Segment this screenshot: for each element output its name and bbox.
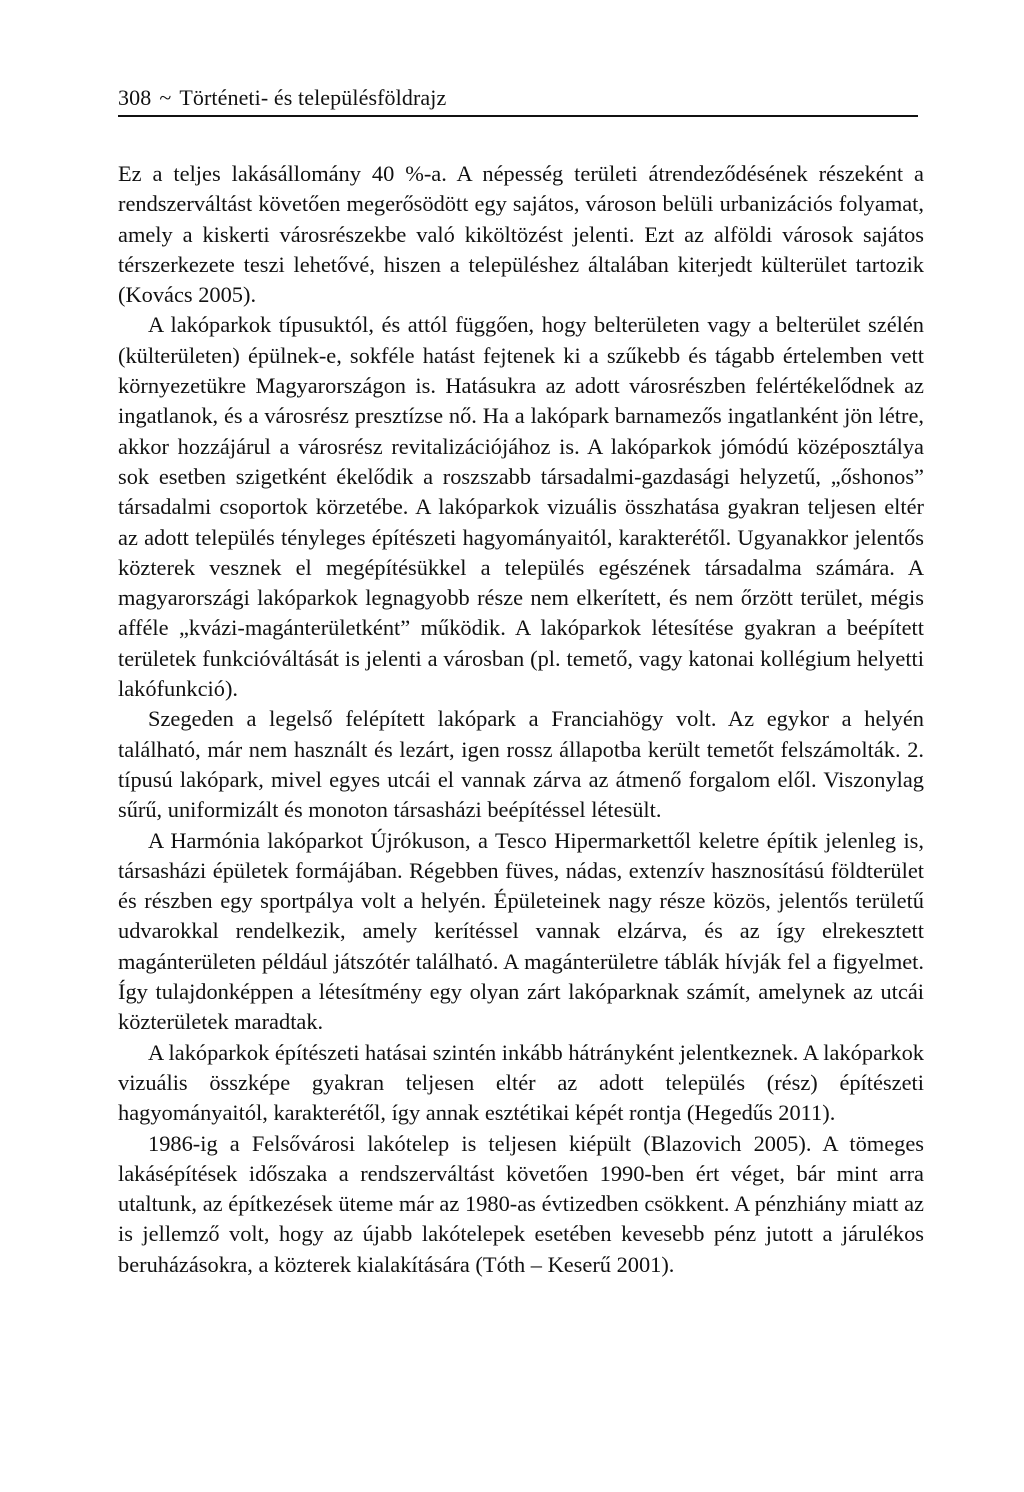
running-head-title: Történeti- és településföldrajz (179, 85, 447, 110)
paragraph-1: Ez a teljes lakásállomány 40 %-a. A népesség területi átrendeződésének részeként a rendszerváltást követően megerősödött egy sajátos, városon belüli urbanizációs folyamat, amely a kiskerti városrészekbe való kiköltözést jelenti. Ezt az alföldi városok sajátos térszerkezete teszi lehetővé, hiszen a településhez általában kiterjedt külterület tartozik (Kovács 2005). (118, 161, 924, 308)
running-head (118, 84, 918, 112)
paragraph-4: A Harmónia lakóparkot Újrókuson, a Tesco Hipermarkettől keletre építik jelenleg is, társasházi épületek formájában. Régebben füves, nádas, extenzív hasznosítású földterület és részben egy sportpálya volt a helyén. Épületeinek nagy része közös, jelentős területű udvarokkal rendelkezik, amely kerítéssel vannak elzárva, és az így elrekesztett magánterületen például játszótér található. A magánterületre táblák hívják fel a figyelmet. Így tulajdonképpen a létesítmény egy olyan zárt lakóparknak számít, amelynek az utcái közterületek maradtak. (118, 827, 924, 1035)
paragraph-5: A lakóparkok építészeti hatásai szintén inkább hátrányként jelentkeznek. A lakóparkok vizuális összképe gyakran teljesen eltér az adott település (rész) építészeti hagyományaitól, karakterétől, így annak esztétikai képét rontja (Hegedűs 2011). (118, 1039, 924, 1126)
paragraph-3: Szegeden a legelső felépített lakópark a Franciahögy volt. Az egykor a helyén található, már nem használt és lezárt, igen rossz állapotba került temetőt felszámolták. 2. típusú lakópark, mivel egyes utcái el vannak zárva az átmenő forgalom elől. Viszonylag sűrű, uniformizált és monoton társasházi beépítéssel létesült. (118, 706, 924, 823)
paragraph-2: A lakóparkok típusuktól, és attól függően, hogy belterületen vagy a belterület szélén (külterületen) épülnek-e, sokféle hatást fejtenek ki a szűkebb és tágabb értelemben vett környezetükre Magyarországon is. Hatásukra az adott városrészben felértékelődnek az ingatlanok, és a városrész presztízse nő. Ha a lakópark barnamezős ingatlanként jön létre, akkor hozzájárul a városrész revitalizációjához is. A lakóparkok jómódú középosztálya sok esetben szigetként ékelődik a roszszabb társadalmi-gazdasági helyzetű, „őshonos” társadalmi csoportok körzetébe. A lakóparkok vizuális összhatása gyakran teljesen eltér az adott település tényleges építészeti hagyományaitól, karakterétől. Ugyanakkor jelentős közterek vesznek el megépítésükkel a település egészének társadalma számára. A magyarországi lakóparkok legnagyobb része nem elkerített, és nem őrzött terület, mégis afféle „kvázi-magánterületként” működik. A lakóparkok létesítése gyakran a beépített területek funkcióváltását is jelenti a városban (pl. temető, vagy katonai kollégium helyetti lakófunkció). (118, 312, 924, 702)
header-rule (118, 115, 918, 117)
paragraph-6: 1986-ig a Felsővárosi lakótelep is teljesen kiépült (Blazovich 2005). A tömeges lakásépítések időszaka a rendszerváltást követően 1990-ben ért véget, bár mint arra utaltunk, az építkezések üteme már az 1980-as évtizedben csökkent. A pénzhiány miatt az is jellemző volt, hogy az újabb lakótelepek esetében kevesebb pénz jutott a járulékos beruházásokra, a közterek kialakítására (Tóth – Keserű 2001). (118, 1130, 924, 1277)
body-text (118, 159, 924, 1280)
header-separator: ~ (159, 85, 172, 110)
page-number: 308 (118, 85, 152, 110)
